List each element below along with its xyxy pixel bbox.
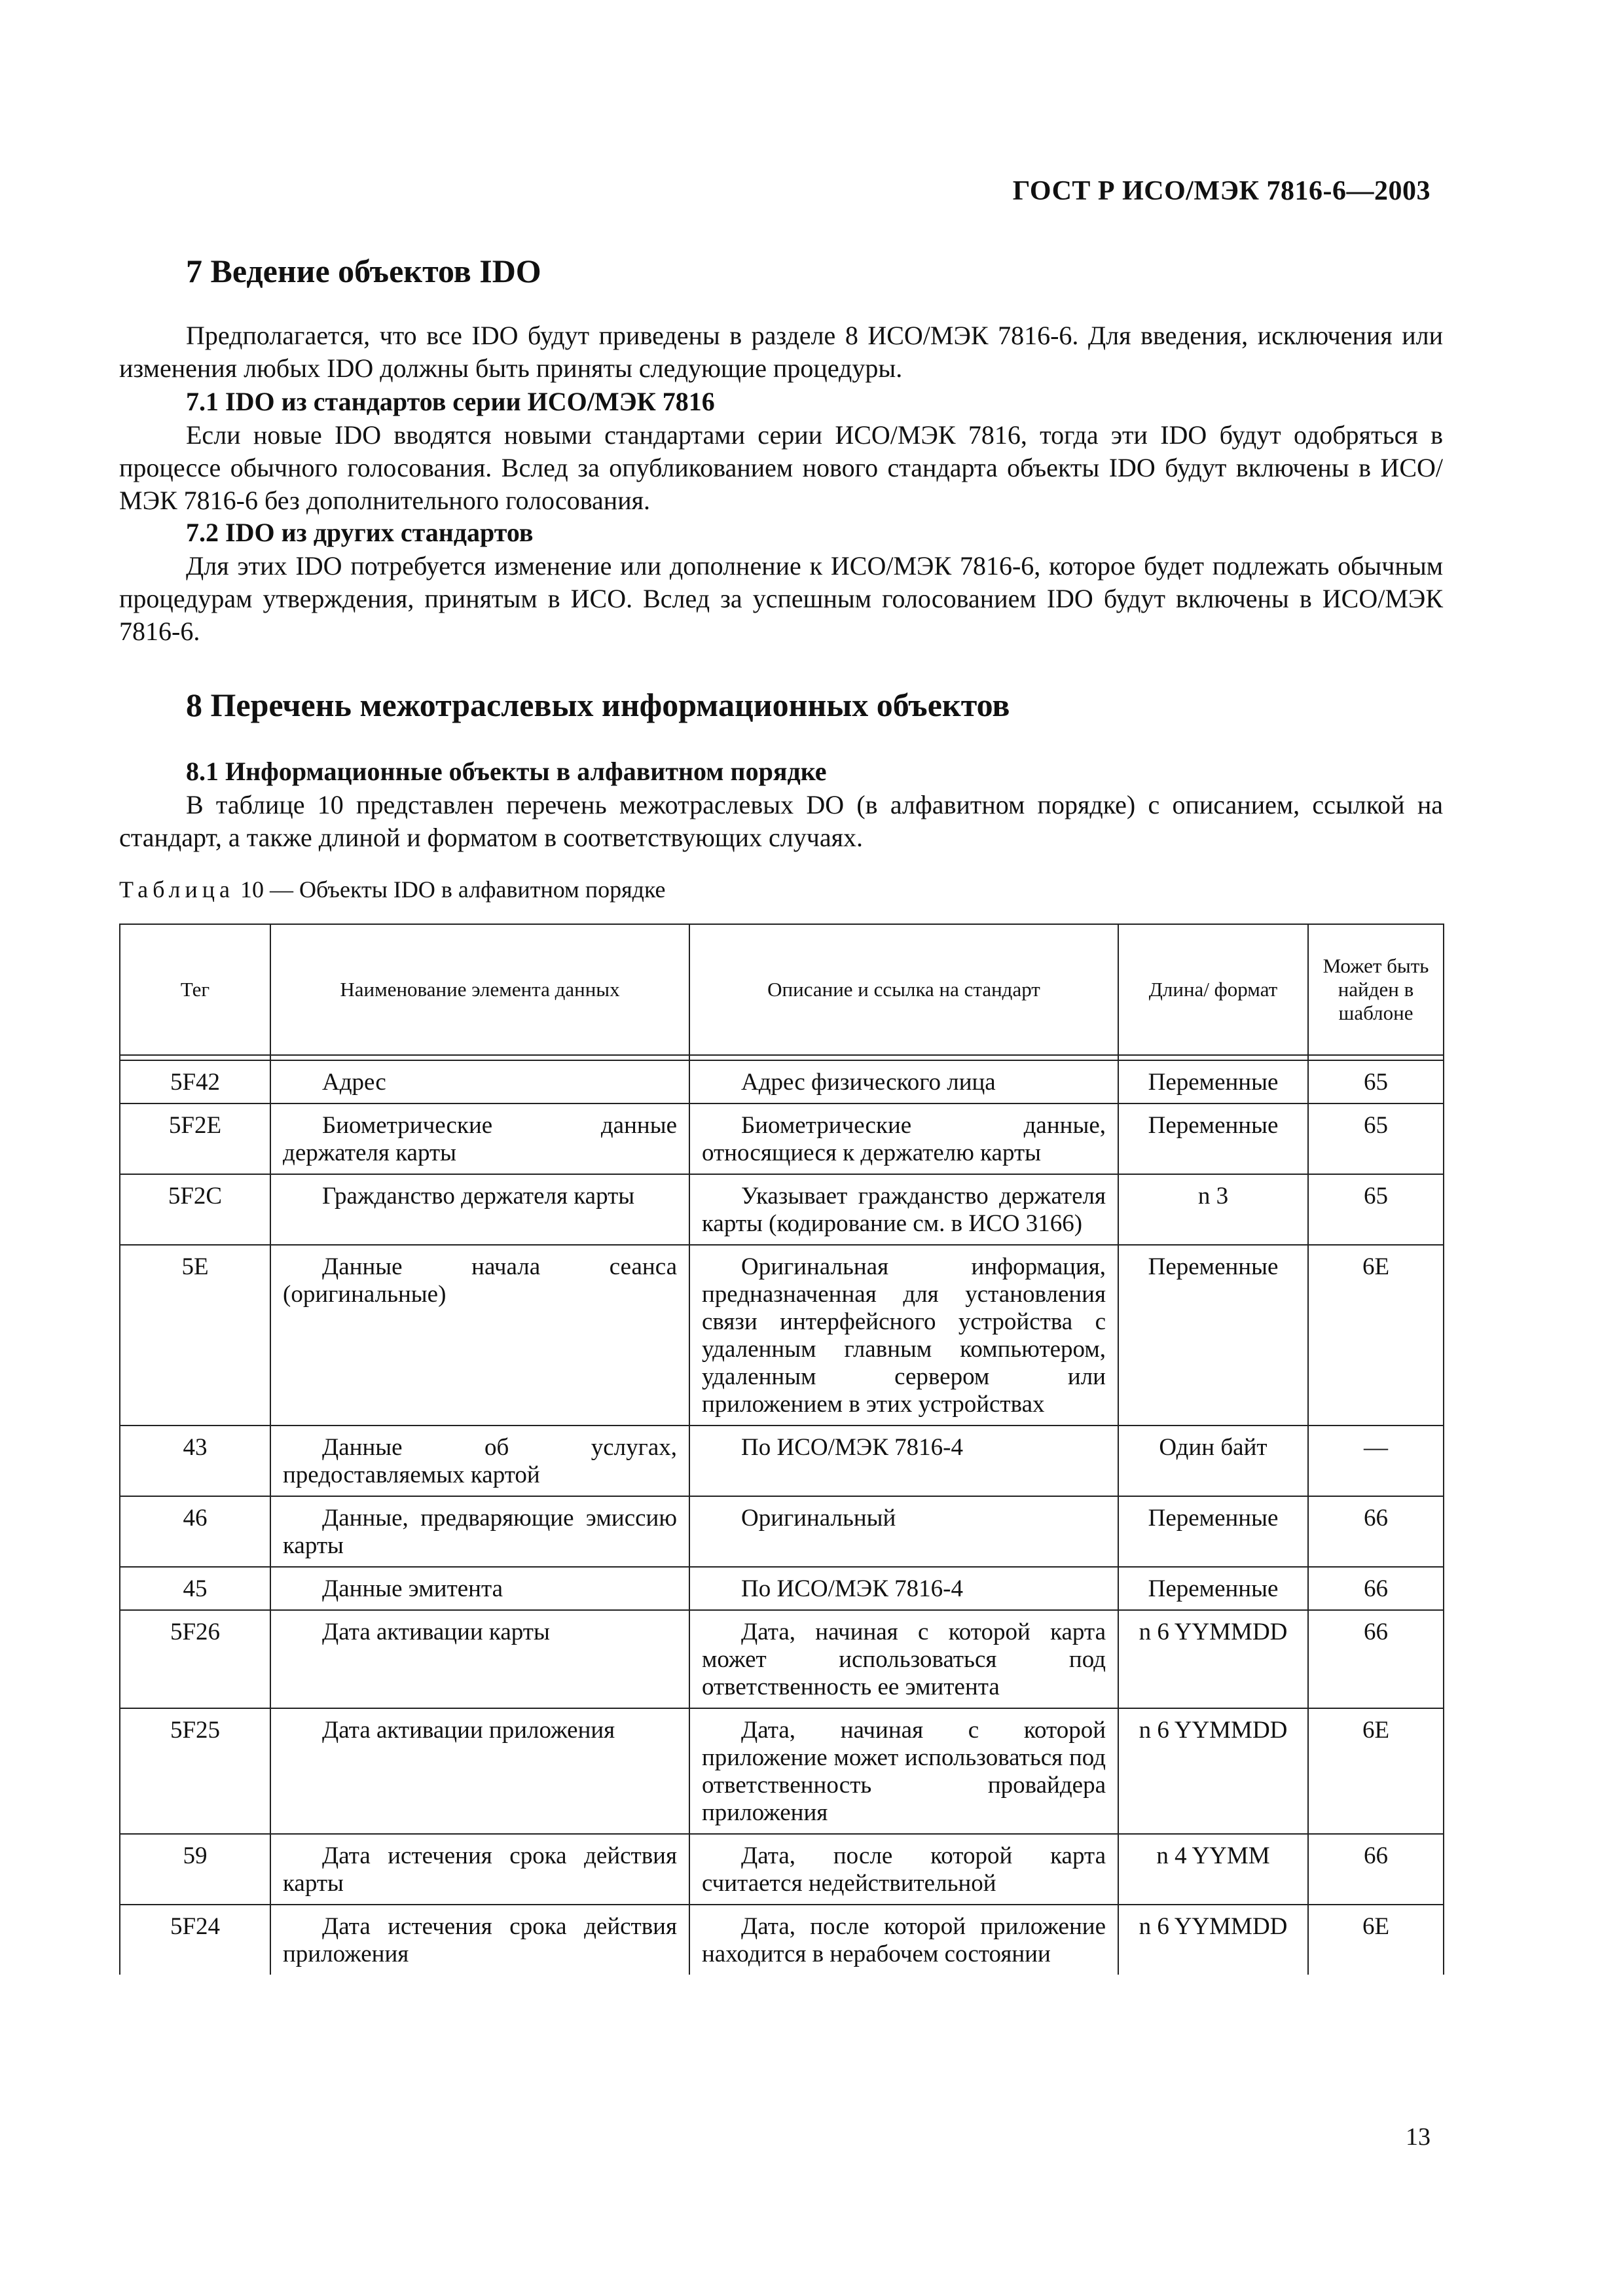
cell-name: Гражданство держателя карты (270, 1174, 689, 1245)
table-row (120, 1426, 1444, 1496)
cell-length-format: n 3 (1118, 1174, 1308, 1245)
cell-tag: 43 (120, 1426, 270, 1496)
table-row (120, 1060, 1444, 1103)
cell-name: Данные эмитента (270, 1567, 689, 1610)
cell-tag: 5F42 (120, 1060, 270, 1103)
table-row (120, 1834, 1444, 1905)
section-7-title: 7 Ведение объектов IDO (186, 253, 541, 289)
cell-description: Дата, начиная с которой карта может использоваться под ответственность ее эмитента (689, 1610, 1118, 1708)
table-row (120, 1245, 1444, 1426)
cell-description: По ИСО/МЭК 7816-4 (689, 1426, 1118, 1496)
table-caption-text: 10 — Объекты IDO в алфавитном порядке (234, 876, 666, 903)
cell-tag: 5F2E (120, 1103, 270, 1174)
cell-name: Биометрические данные держателя карты (270, 1103, 689, 1174)
table-caption (119, 876, 666, 903)
subsection-7-2-text: Для этих IDO потребуется изменение или дополнение к ИСО/МЭК 7816-6, которое будет подлежать обычным процедурам утверждения, принятым в ИСО. Вслед за успешным голосованием IDO будут включены в ИСО/МЭК 7816-6. (119, 551, 1443, 646)
header-name: Наименование элемента данных (270, 924, 689, 1055)
cell-template: — (1308, 1426, 1444, 1496)
table-row (120, 1496, 1444, 1567)
header-tag: Тег (120, 924, 270, 1055)
table-row (120, 1905, 1444, 1975)
table-row (120, 1610, 1444, 1708)
table-row (120, 1567, 1444, 1610)
document-header: ГОСТ Р ИСО/МЭК 7816-6—2003 (1012, 176, 1431, 206)
cell-length-format: Переменные (1118, 1567, 1308, 1610)
cell-template: 65 (1308, 1103, 1444, 1174)
cell-tag: 46 (120, 1496, 270, 1567)
subsection-8-1-text: В таблице 10 представлен перечень межотраслевых DO (в алфавитном порядке) с описанием, ссылкой на стандарт, а также длиной и форматом в соответствующих случаях. (119, 790, 1443, 852)
table-row (120, 1174, 1444, 1245)
cell-length-format: n 6 YYMMDD (1118, 1905, 1308, 1975)
cell-description: Оригинальная информация, предназначенная для установления связи интерфейсного устройства с удаленным главным компьютером, удаленным сервером или приложением в этих устройствах (689, 1245, 1118, 1426)
cell-tag: 5F24 (120, 1905, 270, 1975)
cell-length-format: n 4 YYMM (1118, 1834, 1308, 1905)
cell-template: 6E (1308, 1708, 1444, 1834)
cell-length-format: Переменные (1118, 1060, 1308, 1103)
cell-tag: 45 (120, 1567, 270, 1610)
cell-tag: 59 (120, 1834, 270, 1905)
cell-name: Дата активации карты (270, 1610, 689, 1708)
page-number: 13 (1406, 2123, 1431, 2151)
cell-template: 66 (1308, 1610, 1444, 1708)
subsection-7-1-text: Если новые IDO вводятся новыми стандартами серии ИСО/МЭК 7816, тогда эти IDO будут одобряться в процессе обычного голосования. Вслед за опубликованием нового стандарта объекты IDO будут включены в ИСО/МЭК 7816-6 без дополнительного голосования. (119, 420, 1444, 515)
cell-description: Оригинальный (689, 1496, 1118, 1567)
header-gap-row (120, 1055, 1444, 1060)
cell-tag: 5E (120, 1245, 270, 1426)
table-header-row (120, 924, 1444, 1055)
cell-template: 66 (1308, 1496, 1444, 1567)
cell-name: Дата истечения срока действия приложения (270, 1905, 689, 1975)
cell-tag: 5F2C (120, 1174, 270, 1245)
cell-template: 65 (1308, 1060, 1444, 1103)
cell-length-format: Переменные (1118, 1245, 1308, 1426)
table-row (120, 1708, 1444, 1834)
cell-description: Указывает гражданство держателя карты (кодирование см. в ИСО 3166) (689, 1174, 1118, 1245)
cell-description: Дата, начиная с которой приложение может использоваться под ответственность провайдера приложения (689, 1708, 1118, 1834)
cell-name: Данные начала сеанса (оригинальные) (270, 1245, 689, 1426)
table-caption-label: Таблица (119, 876, 234, 903)
cell-name: Дата активации приложения (270, 1708, 689, 1834)
cell-length-format: n 6 YYMMDD (1118, 1610, 1308, 1708)
cell-template: 66 (1308, 1567, 1444, 1610)
cell-description: Адрес физического лица (689, 1060, 1118, 1103)
subsection-8-1-title: 8.1 Информационные объекты в алфавитном порядке (186, 757, 827, 786)
cell-length-format: Переменные (1118, 1496, 1308, 1567)
cell-description: Дата, после которой приложение находится в нерабочем состоянии (689, 1905, 1118, 1975)
cell-description: Биометрические данные, относящиеся к держателю карты (689, 1103, 1118, 1174)
table-row (120, 1103, 1444, 1174)
section-7-intro: Предполагается, что все IDO будут приведены в разделе 8 ИСО/МЭК 7816-6. Для введения, исключения или изменения любых IDO должны быть приняты следующие процедуры. (119, 321, 1443, 383)
cell-template: 6E (1308, 1245, 1444, 1426)
header-description: Описание и ссылка на стандарт (689, 924, 1118, 1055)
cell-template: 65 (1308, 1174, 1444, 1245)
subsection-7-1-title: 7.1 IDO из стандартов серии ИСО/МЭК 7816 (186, 387, 715, 416)
cell-template: 6E (1308, 1905, 1444, 1975)
cell-description: Дата, после которой карта считается недействительной (689, 1834, 1118, 1905)
cell-description: По ИСО/МЭК 7816-4 (689, 1567, 1118, 1610)
cell-tag: 5F26 (120, 1610, 270, 1708)
cell-length-format: n 6 YYMMDD (1118, 1708, 1308, 1834)
ido-table (119, 924, 1444, 1975)
cell-name: Данные об услугах, предоставляемых картой (270, 1426, 689, 1496)
cell-length-format: Переменные (1118, 1103, 1308, 1174)
header-length-format: Длина/ формат (1118, 924, 1308, 1055)
cell-template: 66 (1308, 1834, 1444, 1905)
header-template: Может быть найден в шаблоне (1308, 924, 1444, 1055)
table-body (120, 1060, 1444, 1975)
cell-name: Дата истечения срока действия карты (270, 1834, 689, 1905)
subsection-7-2-title: 7.2 IDO из других стандартов (186, 518, 534, 547)
cell-name: Адрес (270, 1060, 689, 1103)
cell-length-format: Один байт (1118, 1426, 1308, 1496)
section-8-title: 8 Перечень межотраслевых информационных объектов (186, 687, 1010, 723)
cell-tag: 5F25 (120, 1708, 270, 1834)
cell-name: Данные, предваряющие эмиссию карты (270, 1496, 689, 1567)
